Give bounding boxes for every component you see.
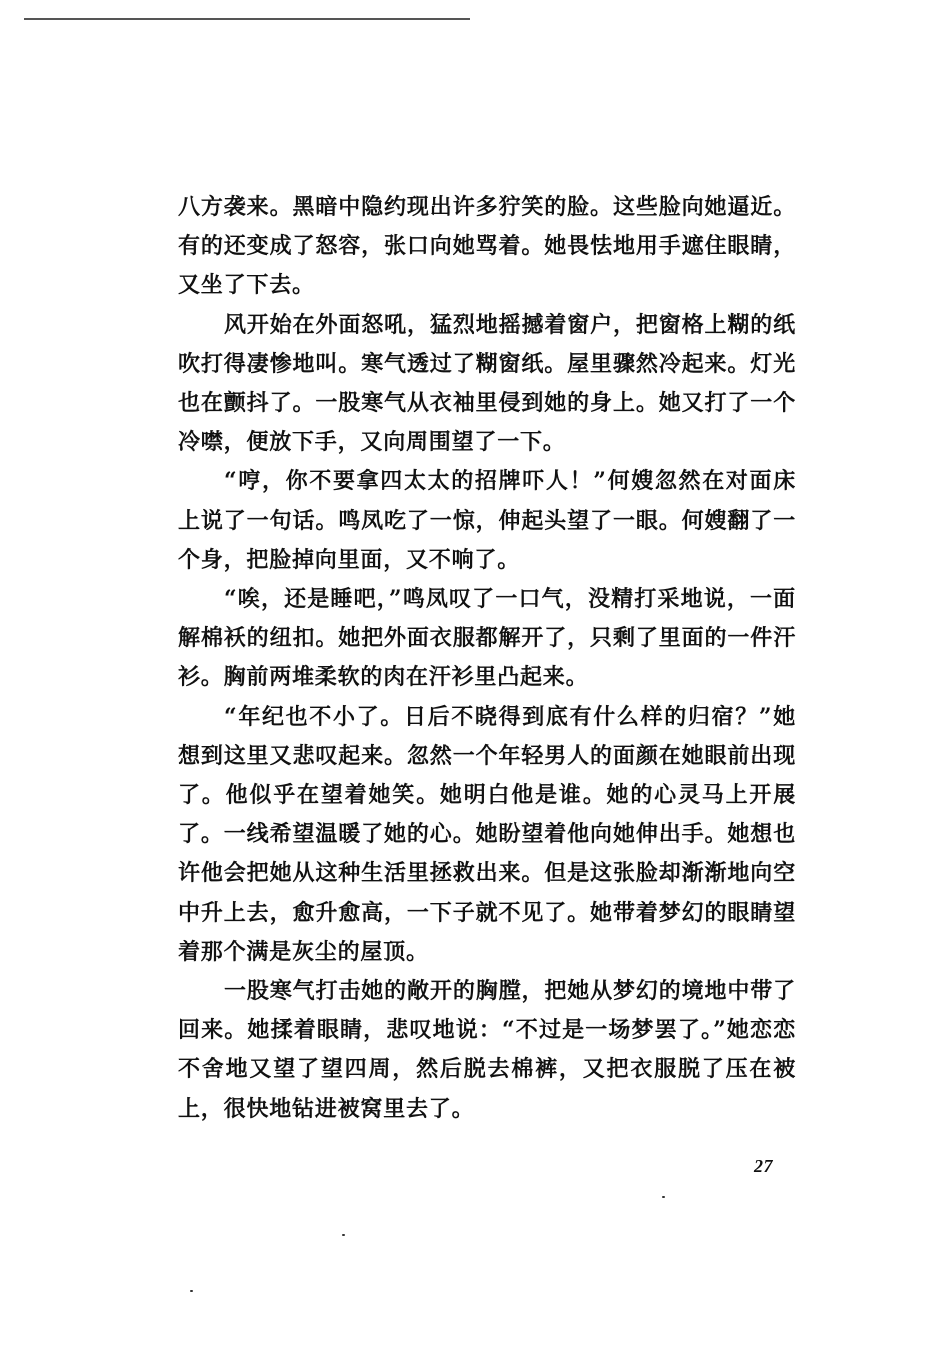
paragraph-2: 风开始在外面怒吼，猛烈地摇撼着窗户，把窗格上糊的纸吹打得凄惨地叫。寒气透过了糊窗纸。屋里骤然冷起来。灯光也在颤抖了。一股寒气从衣袖里侵到她的身上。她又打了一个冷噤，便放下手，又向周围望了一下。 <box>178 311 796 456</box>
paragraph-5: “年纪也不小了。日后不晓得到底有什么样的归宿？”她想到这里又悲叹起来。忽然一个年轻男人的面颜在她眼前出现了。他似乎在望着她笑。她明白他是谁。她的心灵马上开展了。一线希望温暖了她的心。她盼望着他向她伸出手。她想也许他会把她从这种生活里拯救出来。但是这张脸却渐渐地向空中升上去，愈升愈高，一下子就不见了。她带着梦幻的眼睛望着那个满是灰尘的屋顶。 <box>178 703 796 965</box>
body-text <box>178 188 796 1129</box>
paragraph-6: 一股寒气打击她的敞开的胸膛，把她从梦幻的境地中带了回来。她揉着眼睛，悲叹地说：“不过是一场梦罢了。”她恋恋不舍地又望了望四周，然后脱去棉裤，又把衣服脱了压在被上，很快地钻进被窝里去了。 <box>178 978 796 1122</box>
paragraph-4: “唉，还是睡吧，”鸣凤叹了一口气，没精打采地说，一面解棉袄的纽扣。她把外面衣服都解开了，只剩了里面的一件汗衫。胸前两堆柔软的肉在汗衫里凸起来。 <box>178 586 796 691</box>
header-rule <box>24 18 470 20</box>
page-number: 27 <box>754 1156 773 1176</box>
scan-speck <box>342 1234 345 1236</box>
paragraph-3: “哼，你不要拿四太太的招牌吓人！”何嫂忽然在对面床上说了一句话。鸣凤吃了一惊，伸起头望了一眼。何嫂翻了一个身，把脸掉向里面，又不响了。 <box>178 468 796 573</box>
scan-speck <box>662 1196 665 1198</box>
scan-speck <box>190 1290 193 1292</box>
paragraph-1: 八方袭来。黑暗中隐约现出许多狞笑的脸。这些脸向她逼近。有的还变成了怒容，张口向她骂着。她畏怯地用手遮住眼睛，又坐了下去。 <box>178 194 796 299</box>
